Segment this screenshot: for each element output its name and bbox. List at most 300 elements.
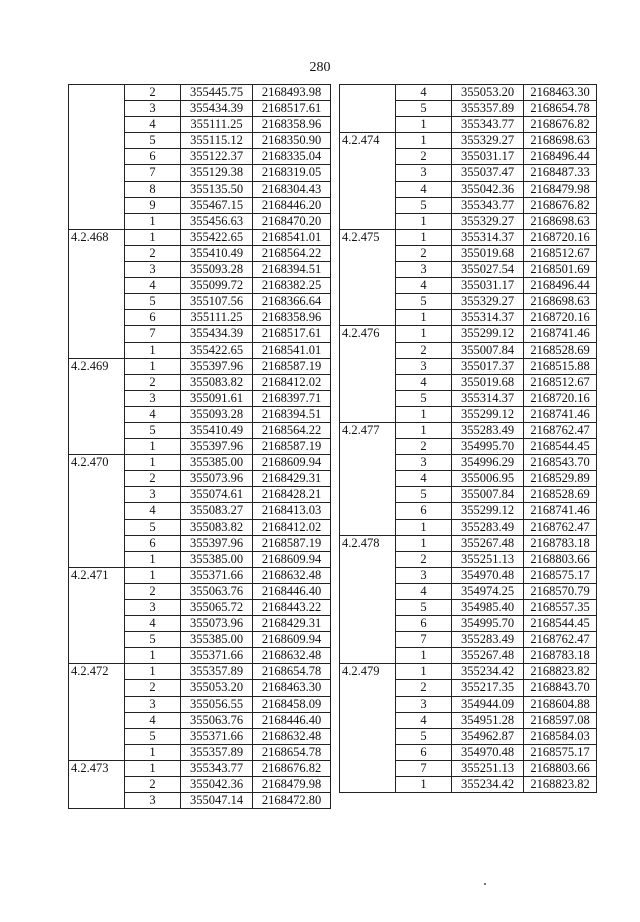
- x-coordinate-cell: 355314.37: [452, 229, 524, 245]
- y-coordinate-cell: 2168741.46: [524, 503, 597, 519]
- x-coordinate-cell: 355267.48: [452, 648, 524, 664]
- table-row: [69, 551, 331, 567]
- y-coordinate-cell: 2168676.82: [524, 197, 597, 213]
- table-row: [340, 342, 597, 358]
- x-coordinate-cell: 355343.77: [452, 117, 524, 133]
- x-coordinate-cell: 355073.96: [181, 471, 253, 487]
- x-coordinate-cell: 355074.61: [181, 487, 253, 503]
- table-row: [340, 487, 597, 503]
- x-coordinate-cell: 355283.49: [452, 632, 524, 648]
- table-row: [340, 262, 597, 278]
- y-coordinate-cell: 2168803.66: [524, 551, 597, 567]
- coordinates-table-right: [339, 84, 597, 793]
- x-coordinate-cell: 355006.95: [452, 471, 524, 487]
- table-row: [340, 744, 597, 760]
- section-number-cell: [69, 133, 125, 149]
- table-row: [340, 229, 597, 245]
- y-coordinate-cell: 2168632.48: [253, 648, 331, 664]
- section-number-cell: [69, 728, 125, 744]
- y-coordinate-cell: 2168304.43: [253, 181, 331, 197]
- table-row: [340, 728, 597, 744]
- point-number-cell: 6: [125, 535, 181, 551]
- table-row: [340, 535, 597, 551]
- y-coordinate-cell: 2168394.51: [253, 262, 331, 278]
- table-row: [340, 439, 597, 455]
- point-number-cell: 6: [125, 310, 181, 326]
- point-number-cell: 2: [125, 777, 181, 793]
- section-number-cell: [340, 358, 396, 374]
- table-row: [340, 551, 597, 567]
- section-number-cell: 4.2.477: [340, 422, 396, 438]
- y-coordinate-cell: 2168609.94: [253, 632, 331, 648]
- section-number-cell: [69, 245, 125, 261]
- y-coordinate-cell: 2168604.88: [524, 696, 597, 712]
- point-number-cell: 1: [396, 406, 452, 422]
- x-coordinate-cell: 355073.96: [181, 616, 253, 632]
- table-row: [69, 213, 331, 229]
- y-coordinate-cell: 2168609.94: [253, 455, 331, 471]
- x-coordinate-cell: 355093.28: [181, 406, 253, 422]
- x-coordinate-cell: 355093.28: [181, 262, 253, 278]
- y-coordinate-cell: 2168541.01: [253, 342, 331, 358]
- table-row: [340, 503, 597, 519]
- y-coordinate-cell: 2168429.31: [253, 471, 331, 487]
- y-coordinate-cell: 2168587.19: [253, 439, 331, 455]
- section-number-cell: [340, 744, 396, 760]
- y-coordinate-cell: 2168564.22: [253, 422, 331, 438]
- table-row: [69, 422, 331, 438]
- point-number-cell: 4: [396, 181, 452, 197]
- section-number-cell: [340, 551, 396, 567]
- table-row: [340, 278, 597, 294]
- point-number-cell: 3: [396, 567, 452, 583]
- x-coordinate-cell: 355234.42: [452, 664, 524, 680]
- y-coordinate-cell: 2168470.20: [253, 213, 331, 229]
- y-coordinate-cell: 2168720.16: [524, 229, 597, 245]
- section-number-cell: [69, 471, 125, 487]
- x-coordinate-cell: 355329.27: [452, 213, 524, 229]
- section-number-cell: [69, 422, 125, 438]
- y-coordinate-cell: 2168358.96: [253, 117, 331, 133]
- y-coordinate-cell: 2168783.18: [524, 648, 597, 664]
- point-number-cell: 1: [125, 229, 181, 245]
- point-number-cell: 4: [125, 117, 181, 133]
- table-row: [69, 406, 331, 422]
- point-number-cell: 1: [396, 648, 452, 664]
- y-coordinate-cell: 2168529.89: [524, 471, 597, 487]
- x-coordinate-cell: 355047.14: [181, 793, 253, 809]
- section-number-cell: [69, 744, 125, 760]
- point-number-cell: 2: [125, 680, 181, 696]
- table-row: [69, 101, 331, 117]
- x-coordinate-cell: 354962.87: [452, 728, 524, 744]
- table-row: [69, 117, 331, 133]
- point-number-cell: 7: [125, 165, 181, 181]
- y-coordinate-cell: 2168463.30: [524, 85, 597, 101]
- point-number-cell: 4: [125, 503, 181, 519]
- x-coordinate-cell: 355251.13: [452, 551, 524, 567]
- y-coordinate-cell: 2168676.82: [524, 117, 597, 133]
- x-coordinate-cell: 355385.00: [181, 551, 253, 567]
- point-number-cell: 3: [396, 165, 452, 181]
- y-coordinate-cell: 2168564.22: [253, 245, 331, 261]
- table-row: [69, 262, 331, 278]
- section-number-cell: [340, 696, 396, 712]
- point-number-cell: 2: [125, 245, 181, 261]
- y-coordinate-cell: 2168512.67: [524, 245, 597, 261]
- point-number-cell: 3: [125, 101, 181, 117]
- table-row: [69, 696, 331, 712]
- section-number-cell: [340, 342, 396, 358]
- section-number-cell: [340, 262, 396, 278]
- y-coordinate-cell: 2168597.08: [524, 712, 597, 728]
- table-row: [340, 390, 597, 406]
- x-coordinate-cell: 355007.84: [452, 342, 524, 358]
- point-number-cell: 1: [396, 213, 452, 229]
- x-coordinate-cell: 355314.37: [452, 310, 524, 326]
- table-row: [69, 777, 331, 793]
- point-number-cell: 3: [396, 455, 452, 471]
- point-number-cell: 3: [125, 262, 181, 278]
- section-number-cell: [69, 326, 125, 342]
- point-number-cell: 2: [396, 439, 452, 455]
- point-number-cell: 5: [125, 728, 181, 744]
- x-coordinate-cell: 355329.27: [452, 133, 524, 149]
- x-coordinate-cell: 355111.25: [181, 117, 253, 133]
- x-coordinate-cell: 355031.17: [452, 149, 524, 165]
- point-number-cell: 4: [396, 471, 452, 487]
- point-number-cell: 4: [396, 583, 452, 599]
- point-number-cell: 3: [125, 793, 181, 809]
- table-row: [340, 165, 597, 181]
- point-number-cell: 1: [396, 535, 452, 551]
- table-row: [340, 648, 597, 664]
- x-coordinate-cell: 355099.72: [181, 278, 253, 294]
- table-row: [340, 245, 597, 261]
- point-number-cell: 1: [396, 229, 452, 245]
- x-coordinate-cell: 355027.54: [452, 262, 524, 278]
- x-coordinate-cell: 355063.76: [181, 712, 253, 728]
- table-row: [69, 616, 331, 632]
- table-row: [69, 326, 331, 342]
- point-number-cell: 1: [125, 551, 181, 567]
- y-coordinate-cell: 2168358.96: [253, 310, 331, 326]
- table-row: [340, 600, 597, 616]
- y-coordinate-cell: 2168412.02: [253, 519, 331, 535]
- section-number-cell: [69, 374, 125, 390]
- x-coordinate-cell: 355456.63: [181, 213, 253, 229]
- x-coordinate-cell: 355410.49: [181, 422, 253, 438]
- point-number-cell: 1: [396, 664, 452, 680]
- section-number-cell: [340, 197, 396, 213]
- section-number-cell: [340, 374, 396, 390]
- table-row: [69, 728, 331, 744]
- x-coordinate-cell: 355056.55: [181, 696, 253, 712]
- y-coordinate-cell: 2168429.31: [253, 616, 331, 632]
- section-number-cell: [340, 406, 396, 422]
- x-coordinate-cell: 355371.66: [181, 728, 253, 744]
- table-row: [340, 374, 597, 390]
- table-row: [69, 535, 331, 551]
- table-row: [69, 197, 331, 213]
- section-number-cell: 4.2.471: [69, 567, 125, 583]
- point-number-cell: 4: [125, 616, 181, 632]
- point-number-cell: 7: [396, 760, 452, 776]
- x-coordinate-cell: 355267.48: [452, 535, 524, 551]
- section-number-cell: 4.2.474: [340, 133, 396, 149]
- x-coordinate-cell: 354944.09: [452, 696, 524, 712]
- x-coordinate-cell: 354996.29: [452, 455, 524, 471]
- y-coordinate-cell: 2168557.35: [524, 600, 597, 616]
- coordinates-table-left: [68, 84, 331, 809]
- section-number-cell: [340, 390, 396, 406]
- table-row: [69, 455, 331, 471]
- y-coordinate-cell: 2168698.63: [524, 133, 597, 149]
- point-number-cell: 4: [396, 374, 452, 390]
- point-number-cell: 3: [125, 696, 181, 712]
- table-row: [340, 696, 597, 712]
- table-row: [340, 326, 597, 342]
- y-coordinate-cell: 2168446.20: [253, 197, 331, 213]
- y-coordinate-cell: 2168720.16: [524, 390, 597, 406]
- x-coordinate-cell: 355371.66: [181, 567, 253, 583]
- section-number-cell: 4.2.473: [69, 760, 125, 776]
- section-number-cell: [69, 632, 125, 648]
- point-number-cell: 5: [125, 519, 181, 535]
- x-coordinate-cell: 355019.68: [452, 374, 524, 390]
- table-row: [69, 712, 331, 728]
- section-number-cell: [340, 680, 396, 696]
- section-number-cell: [69, 777, 125, 793]
- x-coordinate-cell: 355357.89: [452, 101, 524, 117]
- x-coordinate-cell: 355111.25: [181, 310, 253, 326]
- y-coordinate-cell: 2168428.21: [253, 487, 331, 503]
- point-number-cell: 8: [125, 181, 181, 197]
- table-row: [69, 294, 331, 310]
- table-row: [340, 101, 597, 117]
- y-coordinate-cell: 2168654.78: [524, 101, 597, 117]
- table-row: [340, 567, 597, 583]
- y-coordinate-cell: 2168632.48: [253, 728, 331, 744]
- x-coordinate-cell: 355007.84: [452, 487, 524, 503]
- point-number-cell: 7: [396, 632, 452, 648]
- table-row: [69, 165, 331, 181]
- point-number-cell: 4: [396, 85, 452, 101]
- table-row: [69, 632, 331, 648]
- section-number-cell: [69, 406, 125, 422]
- section-number-cell: 4.2.479: [340, 664, 396, 680]
- table-row: [69, 245, 331, 261]
- point-number-cell: 2: [396, 680, 452, 696]
- scan-speck: [484, 883, 486, 885]
- x-coordinate-cell: 355251.13: [452, 760, 524, 776]
- x-coordinate-cell: 355299.12: [452, 406, 524, 422]
- x-coordinate-cell: 355445.75: [181, 85, 253, 101]
- section-number-cell: [69, 165, 125, 181]
- point-number-cell: 5: [125, 294, 181, 310]
- section-number-cell: [69, 390, 125, 406]
- y-coordinate-cell: 2168803.66: [524, 760, 597, 776]
- point-number-cell: 6: [125, 149, 181, 165]
- section-number-cell: [340, 583, 396, 599]
- x-coordinate-cell: 355053.20: [181, 680, 253, 696]
- y-coordinate-cell: 2168458.09: [253, 696, 331, 712]
- section-number-cell: 4.2.468: [69, 229, 125, 245]
- section-number-cell: [340, 310, 396, 326]
- point-number-cell: 2: [396, 342, 452, 358]
- table-row: [340, 358, 597, 374]
- point-number-cell: 9: [125, 197, 181, 213]
- point-number-cell: 3: [125, 390, 181, 406]
- point-number-cell: 1: [396, 777, 452, 793]
- section-number-cell: [340, 503, 396, 519]
- section-number-cell: [69, 197, 125, 213]
- y-coordinate-cell: 2168698.63: [524, 213, 597, 229]
- y-coordinate-cell: 2168587.19: [253, 358, 331, 374]
- y-coordinate-cell: 2168698.63: [524, 294, 597, 310]
- point-number-cell: 5: [396, 728, 452, 744]
- table-row: [340, 616, 597, 632]
- y-coordinate-cell: 2168394.51: [253, 406, 331, 422]
- x-coordinate-cell: 355115.12: [181, 133, 253, 149]
- table-row: [69, 133, 331, 149]
- point-number-cell: 4: [396, 712, 452, 728]
- section-number-cell: [340, 455, 396, 471]
- section-number-cell: [69, 181, 125, 197]
- point-number-cell: 3: [396, 358, 452, 374]
- x-coordinate-cell: 354974.25: [452, 583, 524, 599]
- table-row: [340, 632, 597, 648]
- table-row: [69, 181, 331, 197]
- point-number-cell: 1: [125, 648, 181, 664]
- y-coordinate-cell: 2168654.78: [253, 744, 331, 760]
- section-number-cell: [69, 712, 125, 728]
- table-row: [340, 85, 597, 101]
- y-coordinate-cell: 2168528.69: [524, 342, 597, 358]
- x-coordinate-cell: 355385.00: [181, 455, 253, 471]
- x-coordinate-cell: 355434.39: [181, 101, 253, 117]
- y-coordinate-cell: 2168587.19: [253, 535, 331, 551]
- section-number-cell: [69, 696, 125, 712]
- point-number-cell: 3: [396, 696, 452, 712]
- section-number-cell: [340, 567, 396, 583]
- table-row: [69, 390, 331, 406]
- table-row: [69, 229, 331, 245]
- table-row: [69, 600, 331, 616]
- y-coordinate-cell: 2168487.33: [524, 165, 597, 181]
- point-number-cell: 3: [125, 487, 181, 503]
- x-coordinate-cell: 355422.65: [181, 229, 253, 245]
- x-coordinate-cell: 355083.27: [181, 503, 253, 519]
- x-coordinate-cell: 355422.65: [181, 342, 253, 358]
- x-coordinate-cell: 355129.38: [181, 165, 253, 181]
- x-coordinate-cell: 354951.28: [452, 712, 524, 728]
- point-number-cell: 5: [396, 197, 452, 213]
- section-number-cell: [340, 471, 396, 487]
- y-coordinate-cell: 2168544.45: [524, 616, 597, 632]
- y-coordinate-cell: 2168446.40: [253, 712, 331, 728]
- x-coordinate-cell: 355122.37: [181, 149, 253, 165]
- x-coordinate-cell: 355283.49: [452, 519, 524, 535]
- section-number-cell: [69, 680, 125, 696]
- table-row: [69, 439, 331, 455]
- table-row: [69, 358, 331, 374]
- point-number-cell: 1: [125, 664, 181, 680]
- y-coordinate-cell: 2168397.71: [253, 390, 331, 406]
- y-coordinate-cell: 2168446.40: [253, 583, 331, 599]
- point-number-cell: 6: [396, 503, 452, 519]
- section-number-cell: 4.2.470: [69, 455, 125, 471]
- y-coordinate-cell: 2168496.44: [524, 278, 597, 294]
- table-row: [340, 680, 597, 696]
- x-coordinate-cell: 355343.77: [452, 197, 524, 213]
- section-number-cell: [69, 519, 125, 535]
- section-number-cell: [340, 616, 396, 632]
- y-coordinate-cell: 2168575.17: [524, 744, 597, 760]
- table-row: [69, 374, 331, 390]
- table-row: [340, 294, 597, 310]
- x-coordinate-cell: 354995.70: [452, 439, 524, 455]
- y-coordinate-cell: 2168515.88: [524, 358, 597, 374]
- section-number-cell: [340, 165, 396, 181]
- point-number-cell: 1: [396, 117, 452, 133]
- table-row: [340, 117, 597, 133]
- x-coordinate-cell: 355357.89: [181, 744, 253, 760]
- table-row: [340, 310, 597, 326]
- section-number-cell: [340, 600, 396, 616]
- section-number-cell: [69, 213, 125, 229]
- table-row: [69, 85, 331, 101]
- point-number-cell: 2: [125, 583, 181, 599]
- x-coordinate-cell: 354995.70: [452, 616, 524, 632]
- x-coordinate-cell: 354985.40: [452, 600, 524, 616]
- y-coordinate-cell: 2168412.02: [253, 374, 331, 390]
- y-coordinate-cell: 2168584.03: [524, 728, 597, 744]
- section-number-cell: [69, 583, 125, 599]
- y-coordinate-cell: 2168843.70: [524, 680, 597, 696]
- section-number-cell: [340, 85, 396, 101]
- section-number-cell: [69, 487, 125, 503]
- x-coordinate-cell: 355299.12: [452, 326, 524, 342]
- section-number-cell: [69, 503, 125, 519]
- section-number-cell: [340, 519, 396, 535]
- x-coordinate-cell: 355314.37: [452, 390, 524, 406]
- x-coordinate-cell: 355467.15: [181, 197, 253, 213]
- point-number-cell: 1: [396, 310, 452, 326]
- y-coordinate-cell: 2168654.78: [253, 664, 331, 680]
- table-row: [69, 487, 331, 503]
- section-number-cell: 4.2.475: [340, 229, 396, 245]
- table-row: [340, 149, 597, 165]
- x-coordinate-cell: 355397.96: [181, 358, 253, 374]
- y-coordinate-cell: 2168609.94: [253, 551, 331, 567]
- x-coordinate-cell: 355135.50: [181, 181, 253, 197]
- x-coordinate-cell: 355019.68: [452, 245, 524, 261]
- section-number-cell: [340, 712, 396, 728]
- table-row: [340, 519, 597, 535]
- point-number-cell: 5: [396, 294, 452, 310]
- x-coordinate-cell: 355091.61: [181, 390, 253, 406]
- table-row: [69, 760, 331, 776]
- y-coordinate-cell: 2168741.46: [524, 406, 597, 422]
- table-row: [69, 744, 331, 760]
- section-number-cell: [340, 117, 396, 133]
- y-coordinate-cell: 2168544.45: [524, 439, 597, 455]
- table-row: [340, 664, 597, 680]
- point-number-cell: 1: [396, 133, 452, 149]
- section-number-cell: 4.2.478: [340, 535, 396, 551]
- point-number-cell: 3: [396, 262, 452, 278]
